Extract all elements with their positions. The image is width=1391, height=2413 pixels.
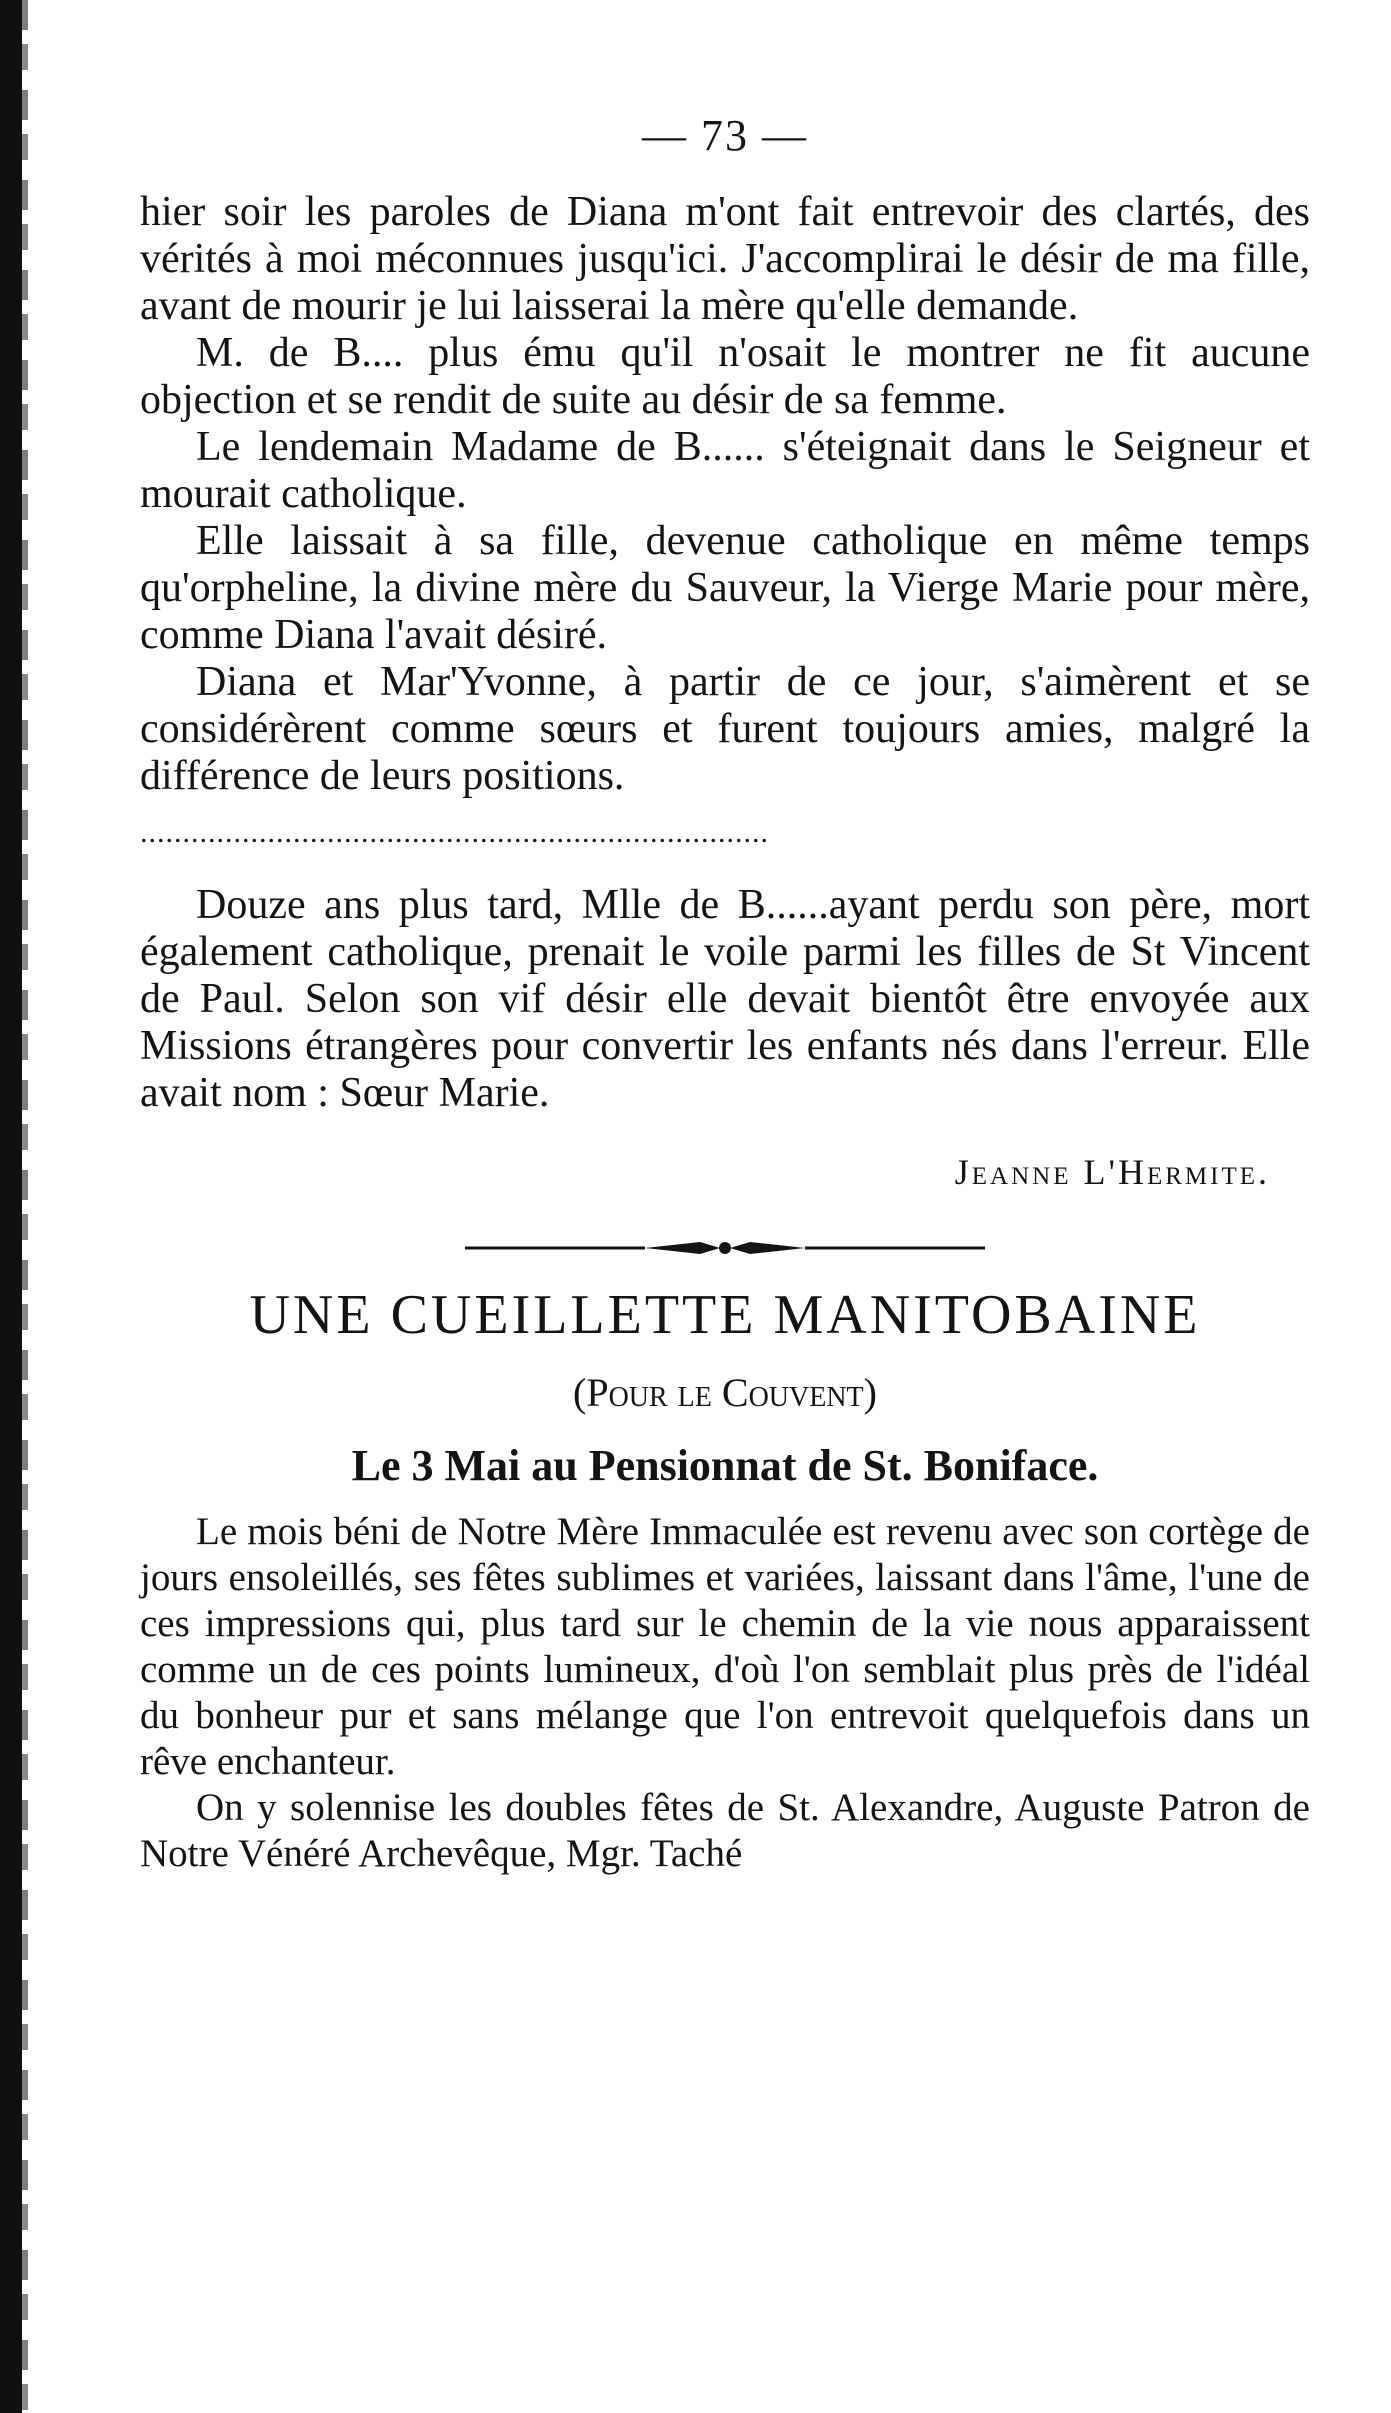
article-subtitle: (Pour le Couvent) xyxy=(573,1370,877,1415)
article-title: UNE CUEILLETTE MANITOBAINE xyxy=(249,1284,1201,1346)
dotted-separator: .......................................................................... xyxy=(140,818,769,848)
article-paragraph-2: On y solennise les doubles fêtes de St. Alexandre, Auguste Patron de Notre Vénéré Archevêque, Mgr. Taché xyxy=(140,1786,1310,1875)
story-epilogue: Douze ans plus tard, Mlle de B......ayant perdu son père, mort également catholique, prenait le voile parmi les filles de St Vincent de Paul. Selon son vif désir elle devait bientôt être envoyée aux Missions étrangères pour convertir les enfants nés dans l'erreur. Elle avait nom : Sœur Marie. xyxy=(140,882,1310,1116)
binding-edge xyxy=(22,0,28,2413)
decorative-rule xyxy=(140,1233,1310,1263)
page-number: — 73 — xyxy=(642,111,808,160)
story-paragraph-5: Diana et Mar'Yvonne, à partir de ce jour, s'aimèrent et se considérèrent comme sœurs et furent toujours amies, malgré la différence de leurs positions. xyxy=(140,659,1310,799)
book-page xyxy=(140,110,1310,1877)
article-heading: Le 3 Mai au Pensionnat de St. Boniface. xyxy=(351,1441,1099,1490)
ornament-rule-icon xyxy=(465,1233,985,1263)
article-paragraph-1: Le mois béni de Notre Mère Immaculée est revenu avec son cortège de jours ensoleillés, ses fêtes sublimes et variées, laissant dans l'âme, l'une de ces impressions qui, plus tard sur le chemin de la vie nous apparaissent comme un de ces points lumineux, d'où l'on semblait plus près de l'idéal du bonheur pur et sans mélange que l'on entrevoit quelquefois dans un rêve enchanteur. xyxy=(140,1510,1310,1783)
author-signature: Jeanne L'Hermite. xyxy=(954,1152,1270,1192)
story-paragraph-3: Le lendemain Madame de B...... s'éteignait dans le Seigneur et mourait catholique. xyxy=(140,424,1310,517)
story-paragraph-4: Elle laissait à sa fille, devenue catholique en même temps qu'orpheline, la divine mère du Sauveur, la Vierge Marie pour mère, comme Diana l'avait désiré. xyxy=(140,518,1310,658)
story-paragraph-2: M. de B.... plus ému qu'il n'osait le montrer ne fit aucune objection et se rendit de suite au désir de sa femme. xyxy=(140,330,1310,423)
book-spine-shadow xyxy=(0,0,22,2413)
story-paragraph-1: hier soir les paroles de Diana m'ont fait entrevoir des clartés, des vérités à moi méconnues jusqu'ici. J'accomplirai le désir de ma fille, avant de mourir je lui laisserai la mère qu'elle demande. xyxy=(140,189,1310,329)
